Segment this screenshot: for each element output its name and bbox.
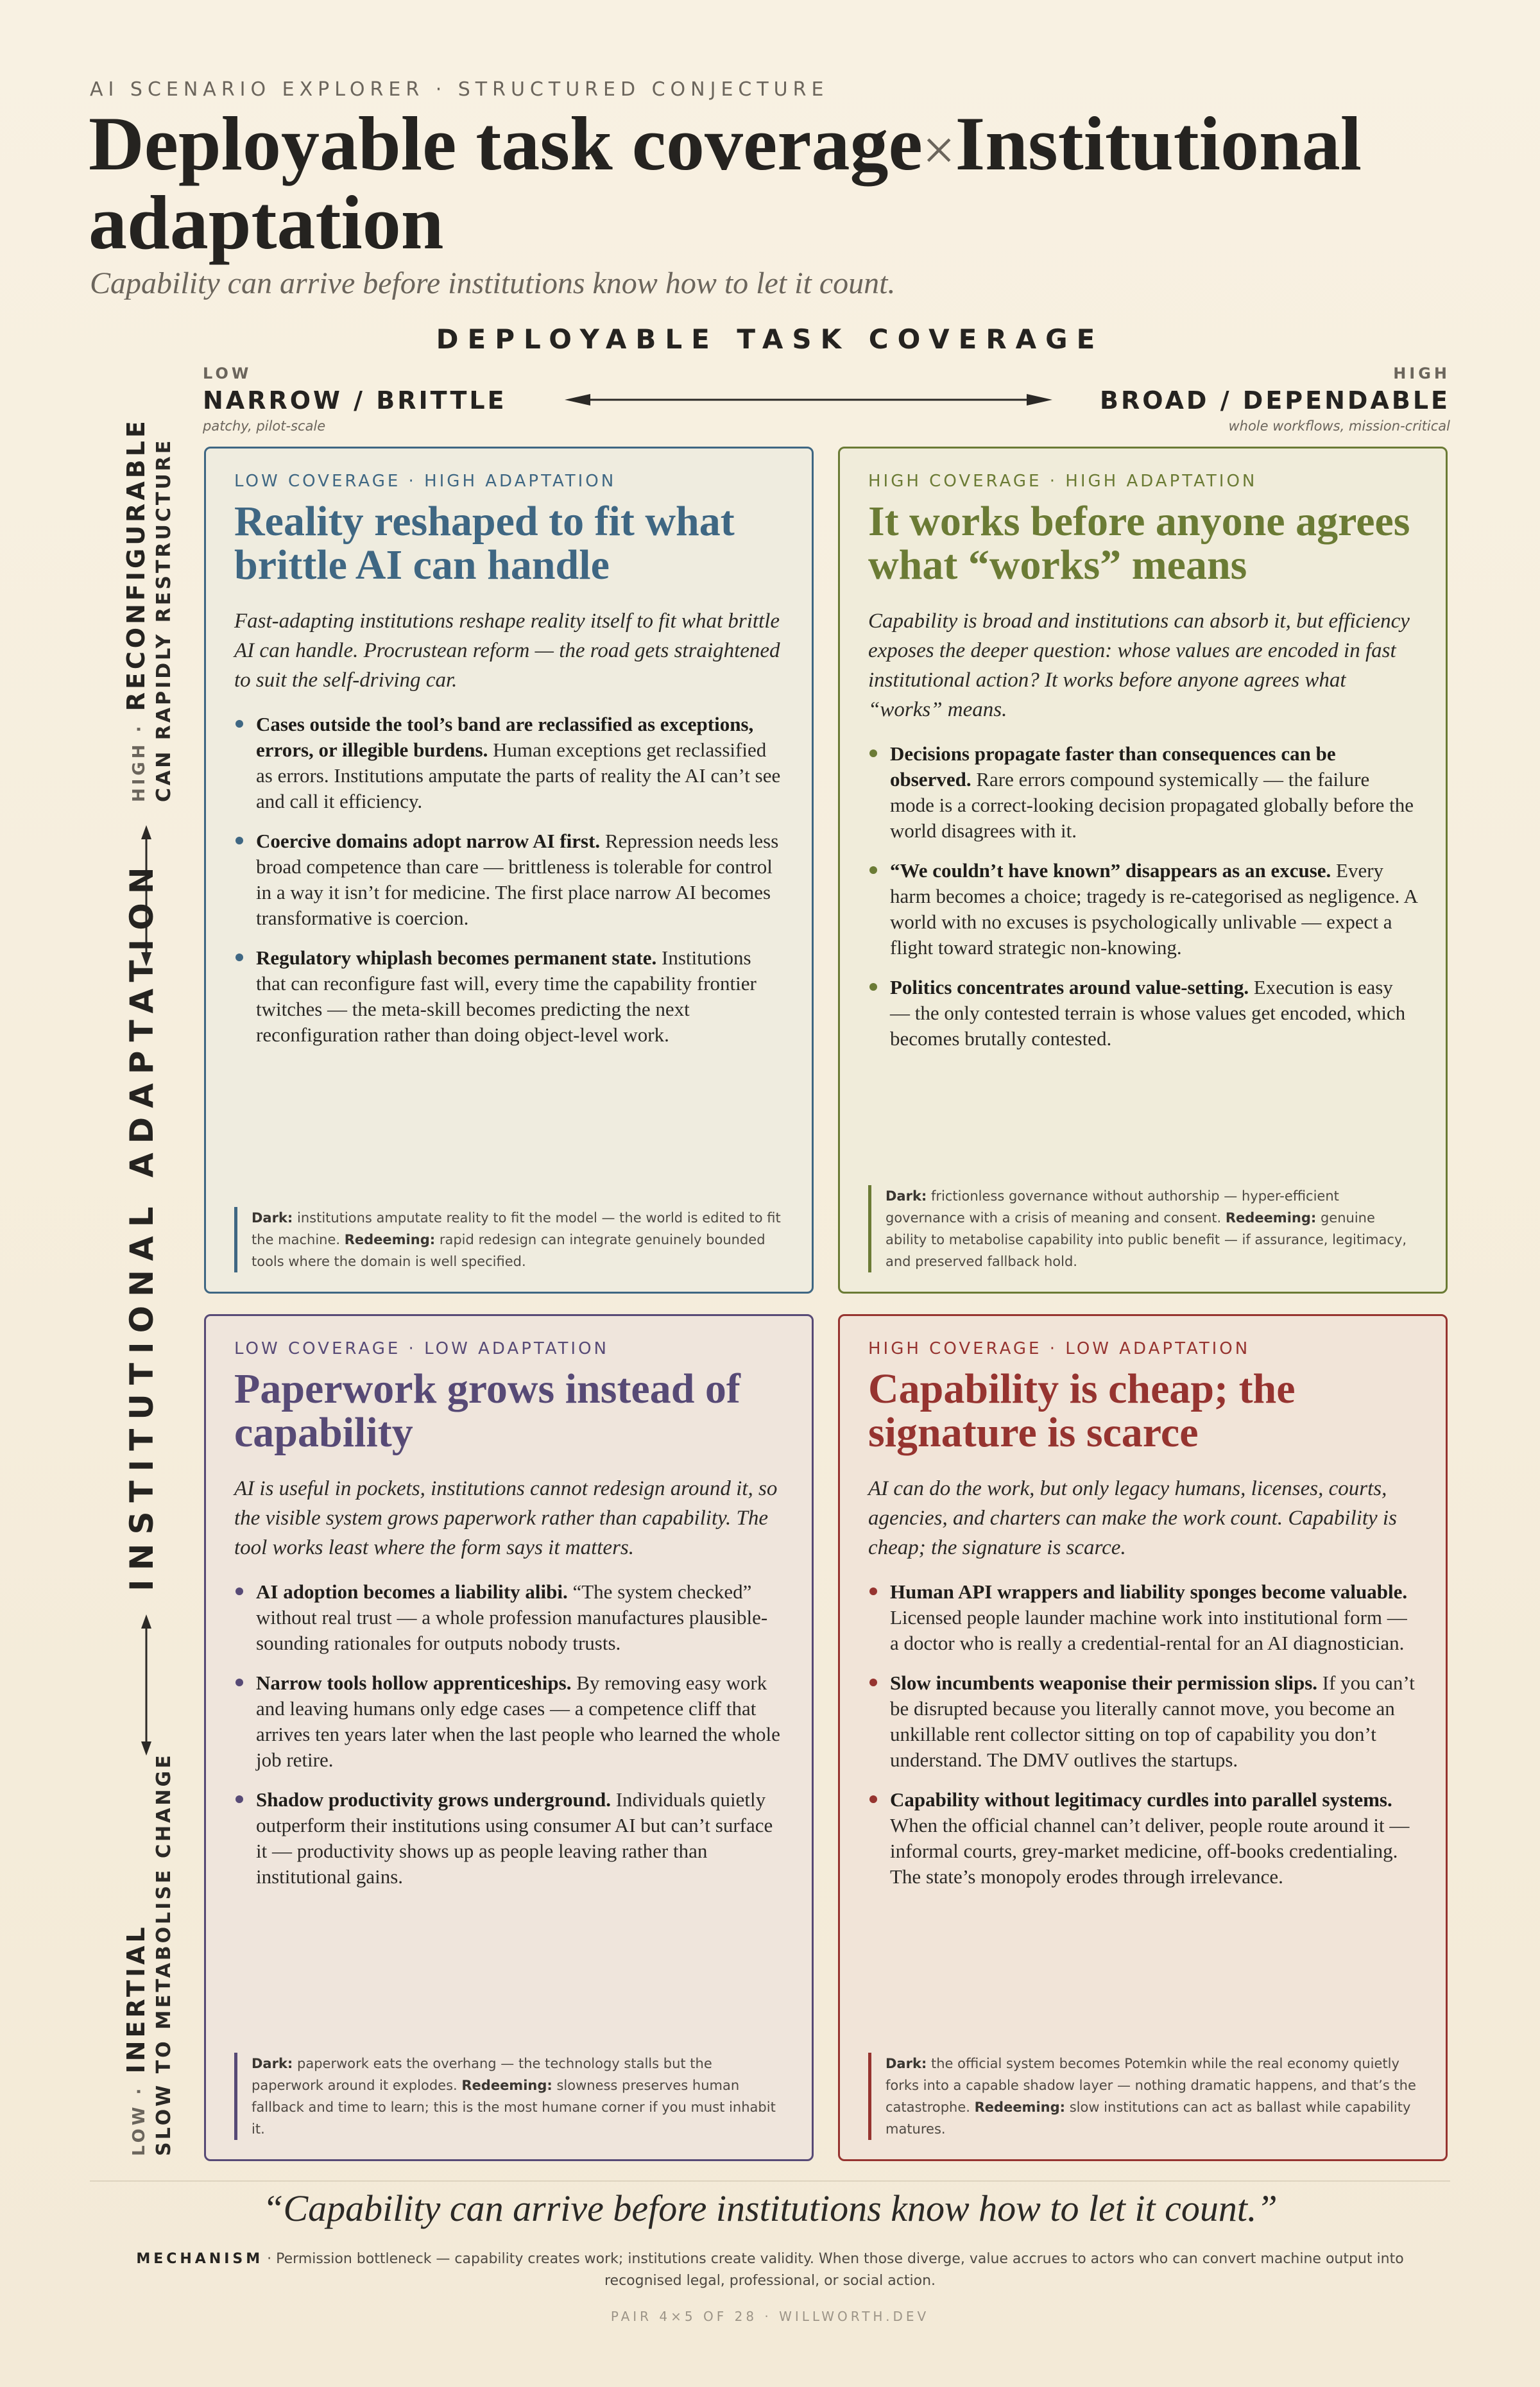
item-lead: Slow incumbents weaponise their permission slips. — [890, 1672, 1318, 1694]
quadrant-list — [868, 741, 1417, 1052]
x-axis-title: DEPLOYABLE TASK COVERAGE — [436, 323, 1104, 355]
quadrant-lede: Capability is broad and institutions can absorb it, but efficiency exposes the deeper question: whose values are encoded in fast institutional action? It works before anyone agrees what “works” means. — [868, 610, 1410, 721]
item-lead: Politics concentrates around value-setting. — [890, 976, 1249, 998]
bullet-dot-icon — [869, 866, 877, 874]
bullet-dot-icon — [235, 954, 243, 961]
bullet-dot-icon — [235, 1795, 243, 1803]
quadrant-title: Reality reshaped to fit what brittle AI can handle — [234, 498, 735, 588]
y-axis-low-end — [122, 1752, 175, 2156]
page-footer: PAIR 4×5 OF 28 · WILLWORTH.DEV — [610, 2309, 930, 2324]
page-subtitle: Capability can arrive before institutions know how to let it count. — [90, 266, 896, 300]
bullet-dot-icon — [869, 1795, 877, 1803]
bullet-dot-icon — [869, 749, 877, 757]
item-lead: AI adoption becomes a liability alibi. — [256, 1580, 568, 1603]
y-axis-high-end — [122, 418, 175, 802]
quadrant-list — [234, 712, 783, 1048]
x-axis-high-level: HIGH — [1393, 364, 1450, 382]
mechanism-label: MECHANISM — [136, 2251, 264, 2267]
quadrant-title: It works before anyone agrees what “works” means — [868, 498, 1410, 588]
page-title — [89, 101, 1468, 265]
list-item — [868, 741, 1417, 844]
divider — [90, 2180, 1450, 2182]
item-text: When the official channel can’t deliver, people route around it — informal courts, grey-market medicine, off-books credentialing. The state’s monopoly erodes through irrelevance. — [890, 1814, 1410, 1888]
item-lead: Capability without legitimacy curdles into parallel systems. — [890, 1788, 1392, 1811]
bullet-dot-icon — [869, 983, 877, 991]
bullet-dot-icon — [235, 837, 243, 844]
x-axis-high-end — [1100, 364, 1450, 434]
quadrant-list — [234, 1579, 783, 1890]
item-lead: Coercive domains adopt narrow AI first. — [256, 830, 601, 852]
redeeming-text: slow institutions can act as ballast while capability matures. — [886, 2100, 1411, 2137]
y-axis-low-label: INERTIAL — [122, 1924, 150, 2074]
x-axis-low-note: patchy, pilot-scale — [203, 418, 326, 434]
y-axis-high-note: CAN RAPIDLY RESTRUCTURE — [153, 438, 175, 802]
list-item — [868, 975, 1417, 1052]
quadrant-top-right — [838, 447, 1448, 1294]
dark-text: institutions amputate reality to fit the model — the world is edited to fit the machine. — [252, 1210, 781, 1247]
title-part-coverage: Deployable task coverage — [89, 101, 923, 186]
quadrant-lede: Fast-adapting institutions reshape reality itself to fit what brittle AI can handle. Procrustean reform — the road gets straightened to suit the self-driving car. — [234, 610, 780, 692]
quadrant-list — [868, 1579, 1417, 1890]
list-item — [234, 828, 783, 931]
times-sign: × — [922, 119, 955, 182]
item-lead: Cases outside the tool’s band are reclassified as exceptions, errors, or illegible burdens. — [256, 713, 754, 761]
list-item — [868, 858, 1417, 961]
item-lead: “We couldn’t have known” disappears as an excuse. — [890, 859, 1331, 882]
quadrant-footnote — [234, 1207, 783, 1272]
quadrant-lede: AI can do the work, but only legacy humans, licenses, courts, agencies, and charters can make the work count. Capability is cheap; the signature is scarce. — [868, 1477, 1397, 1559]
x-axis-high-note: whole workflows, mission-critical — [1228, 418, 1450, 434]
list-item — [234, 945, 783, 1048]
quadrant-footnote — [234, 2053, 783, 2140]
item-text: Execution is easy — the only contested terrain is whose values get encoded, which becomes brutally contested. — [890, 976, 1406, 1050]
mechanism-text: · Permission bottleneck — capability creates work; institutions create validity. When those diverge, value accrues to actors who can convert machine output into recognised legal, professional, or social action. — [267, 2251, 1404, 2289]
item-lead: Narrow tools hollow apprenticeships. — [256, 1672, 572, 1694]
item-text: Repression needs less broad competence than care — brittleness is tolerable for control in a way it isn’t for medicine. The first place narrow AI becomes transformative is coercion. — [256, 830, 779, 929]
bullet-dot-icon — [235, 1587, 243, 1595]
quadrant-eyebrow: LOW COVERAGE · HIGH ADAPTATION — [234, 472, 617, 491]
item-text: By removing easy work and leaving humans only edge cases — a competence cliff that arrives ten years later when the last people who learned the whole job retire. — [256, 1672, 780, 1771]
item-text: Individuals quietly outperform their institutions using consumer AI but can’t surface it — productivity shows up as people leaving rather than institutional gains. — [256, 1788, 773, 1888]
item-text: Licensed people launder machine work into institutional form — a doctor who is really a credential-rental for an AI diagnostician. — [890, 1606, 1407, 1654]
quadrant-title: Capability is cheap; the signature is scarce — [868, 1365, 1296, 1456]
list-item — [234, 1579, 783, 1656]
list-item — [868, 1670, 1417, 1773]
page-eyebrow: AI SCENARIO EXPLORER · STRUCTURED CONJECTURE — [90, 78, 829, 101]
bullet-dot-icon — [235, 1679, 243, 1686]
redeeming-label: Redeeming: — [461, 2078, 552, 2093]
item-text: “The system checked” without real trust — a whole profession manufactures plausible-sounding rationales for outputs nobody trusts. — [256, 1580, 768, 1654]
mechanism-note — [96, 2248, 1444, 2292]
quadrant-eyebrow: HIGH COVERAGE · LOW ADAPTATION — [868, 1339, 1251, 1358]
redeeming-text: genuine ability to metabolise capability into public benefit — if assurance, legitimacy, and preserved fallback hold. — [886, 1210, 1407, 1269]
redeeming-text: slowness preserves human fallback and time to learn; this is the most humane corner if you must inhabit it. — [252, 2078, 776, 2137]
list-item — [234, 1670, 783, 1773]
dark-text: paperwork eats the overhang — the technology stalls but the paperwork around it explodes. — [252, 2056, 712, 2093]
x-axis-arrow-icon — [565, 390, 1052, 409]
quadrant-footnote — [868, 2053, 1417, 2140]
pull-quote: “Capability can arrive before institutions know how to let it count.” — [262, 2187, 1278, 2229]
quadrant-eyebrow: HIGH COVERAGE · HIGH ADAPTATION — [868, 472, 1258, 491]
x-axis-low-level: LOW — [203, 364, 252, 382]
list-item — [234, 712, 783, 814]
bullet-dot-icon — [869, 1679, 877, 1686]
list-item — [868, 1579, 1417, 1656]
item-text: Human exceptions get reclassified as errors. Institutions amputate the parts of reality the AI can’t see and call it efficiency. — [256, 739, 781, 812]
redeeming-label: Redeeming: — [974, 2100, 1066, 2115]
y-axis-lower-arrow-icon — [137, 1614, 156, 1756]
bullet-dot-icon — [235, 720, 243, 728]
quadrant-top-left — [204, 447, 814, 1294]
x-axis-high-label: BROAD / DEPENDABLE — [1100, 386, 1450, 415]
y-axis-high-label: RECONFIGURABLE — [122, 418, 150, 712]
y-axis-title: INSTITUTIONAL ADAPTATION — [123, 858, 160, 1591]
quadrant-eyebrow: LOW COVERAGE · LOW ADAPTATION — [234, 1339, 609, 1358]
title-part-adaptation: Institutional adaptation — [89, 101, 1362, 265]
item-lead: Shadow productivity grows underground. — [256, 1788, 611, 1811]
y-axis-low-level: LOW · — [130, 2085, 149, 2156]
list-item — [868, 1787, 1417, 1890]
dark-label: Dark: — [886, 2056, 927, 2071]
list-item — [234, 1787, 783, 1890]
item-text: Institutions that can reconfigure fast will, every time the capability frontier twitches — the meta-skill becomes predicting the next reconfiguration rather than doing object-level work. — [256, 946, 757, 1046]
quadrant-footnote — [868, 1185, 1417, 1272]
dark-label: Dark: — [886, 1188, 927, 1204]
x-axis-low-label: NARROW / BRITTLE — [203, 386, 507, 415]
dark-label: Dark: — [252, 1210, 293, 1226]
y-axis-low-note: SLOW TO METABOLISE CHANGE — [153, 1752, 175, 2156]
quadrant-lede: AI is useful in pockets, institutions cannot redesign around it, so the visible system grows paperwork rather than capability. The tool works least where the form says it matters. — [234, 1477, 778, 1559]
redeeming-label: Redeeming: — [1225, 1210, 1317, 1226]
item-lead: Human API wrappers and liability sponges become valuable. — [890, 1580, 1408, 1603]
x-axis-low-end — [203, 364, 507, 434]
bullet-dot-icon — [869, 1587, 877, 1595]
dark-label: Dark: — [252, 2056, 293, 2071]
item-text: Every harm becomes a choice; tragedy is re-categorised as negligence. A world with no excuses is psychologically unlivable — expect a flight toward strategic non-knowing. — [890, 859, 1417, 959]
quadrant-bottom-right — [838, 1314, 1448, 2161]
y-axis-high-level: HIGH · — [130, 723, 149, 802]
dark-text: the official system becomes Potemkin while the real economy quietly forks into a capable shadow layer — nothing dramatic happens, and that’s the catastrophe. — [886, 2056, 1416, 2115]
item-lead: Regulatory whiplash becomes permanent state. — [256, 946, 657, 969]
item-lead: Decisions propagate faster than consequences can be observed. — [890, 742, 1336, 791]
item-text: Rare errors compound systemically — the failure mode is a correct-looking decision propagated globally before the world disagrees with it. — [890, 768, 1414, 842]
dark-text: frictionless governance without authorship — hyper-efficient governance with a crisis of meaning and consent. — [886, 1188, 1339, 1226]
item-text: If you can’t be disrupted because you literally cannot move, you become an unkillable rent collector sitting on top of capability you don’t understand. The DMV outlives the startups. — [890, 1672, 1415, 1771]
redeeming-text: rapid redesign can integrate genuinely bounded tools where the domain is well specified. — [252, 1232, 766, 1269]
quadrant-title: Paperwork grows instead of capability — [234, 1365, 740, 1456]
redeeming-label: Redeeming: — [344, 1232, 436, 1247]
quadrant-bottom-left — [204, 1314, 814, 2161]
